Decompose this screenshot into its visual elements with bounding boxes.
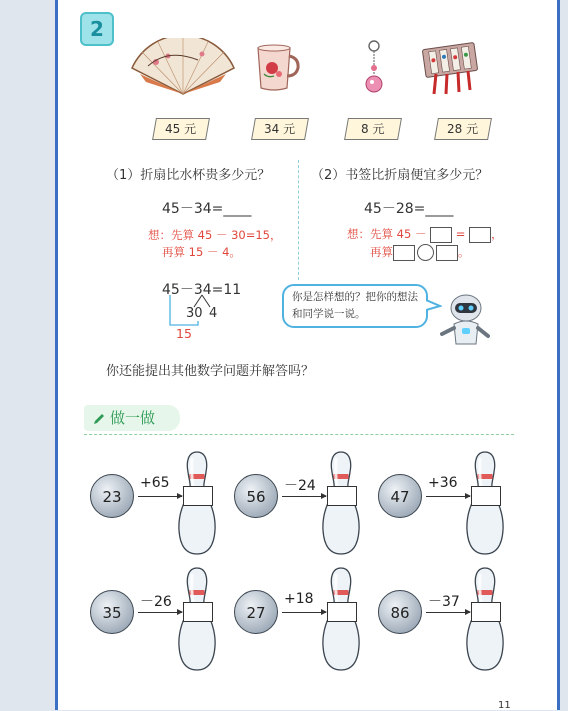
operation-label: －26	[140, 594, 172, 610]
pencil-icon	[92, 412, 106, 426]
column-divider	[298, 160, 299, 280]
answer-box[interactable]	[183, 602, 213, 622]
operation-label: +18	[284, 591, 314, 607]
q2-hint-line1: 想：先算 45 － = ，	[347, 227, 503, 241]
q2-blank-1[interactable]	[430, 227, 452, 243]
q2-hint-line2: 再算 。	[370, 245, 470, 259]
bowling-ball: 86	[378, 590, 422, 634]
q2-blank-4[interactable]	[436, 245, 458, 261]
q1-hint-line2: 再算 15 － 4。	[162, 245, 241, 259]
bowling-ball: 56	[234, 474, 278, 518]
operation-label: －37	[428, 594, 460, 610]
price-tag-fan: 45 元	[152, 118, 210, 140]
bowling-ball: 23	[90, 474, 134, 518]
q2-operator-circle[interactable]	[417, 244, 434, 261]
cup-image	[254, 44, 300, 94]
answer-box[interactable]	[183, 486, 213, 506]
q1-partial-result: 15	[176, 326, 192, 341]
answer-box[interactable]	[471, 486, 501, 506]
price-tag-cup: 34 元	[251, 118, 309, 140]
q1-worked-equation: 45－34=11	[162, 282, 242, 298]
extension-prompt: 你还能提出其他数学问题并解答吗？	[106, 364, 315, 379]
q2-equation: 45－28=____	[364, 201, 454, 217]
answer-box[interactable]	[327, 486, 357, 506]
question-1: （1）折扇比水杯贵多少元？	[106, 168, 271, 183]
operation-label: +65	[140, 475, 170, 491]
q1-split-4: 4	[209, 306, 218, 321]
question-2: （2）书签比折扇便宜多少元？	[311, 168, 489, 183]
operation-label: +36	[428, 475, 458, 491]
q1-equation: 45－34=____	[162, 201, 252, 217]
textbook-page	[55, 0, 560, 710]
q2-blank-2[interactable]	[469, 227, 491, 243]
price-tag-bookmark: 28 元	[434, 118, 492, 140]
practice-header: 做一做	[84, 405, 180, 431]
keychain-image	[362, 40, 386, 96]
price-tag-keychain: 8 元	[344, 118, 402, 140]
bowling-ball: 47	[378, 474, 422, 518]
bowling-ball: 27	[234, 590, 278, 634]
operation-label: －24	[284, 478, 316, 494]
bookmark-set-image	[422, 42, 480, 98]
practice-divider	[84, 434, 514, 435]
speech-bubble: 你是怎样想的？把你的想法和同学说一说。	[282, 284, 428, 328]
page-number: 11	[498, 700, 511, 711]
section-number-badge: 2	[80, 12, 114, 46]
answer-box[interactable]	[327, 602, 357, 622]
robot-icon	[436, 288, 496, 348]
bowling-ball: 35	[90, 590, 134, 634]
q1-split-30: 30	[186, 306, 203, 321]
answer-box[interactable]	[471, 602, 501, 622]
q1-hint-line1: 想：先算 45 － 30=15，	[148, 228, 282, 242]
q2-blank-3[interactable]	[393, 245, 415, 261]
folding-fan-image	[128, 38, 238, 96]
